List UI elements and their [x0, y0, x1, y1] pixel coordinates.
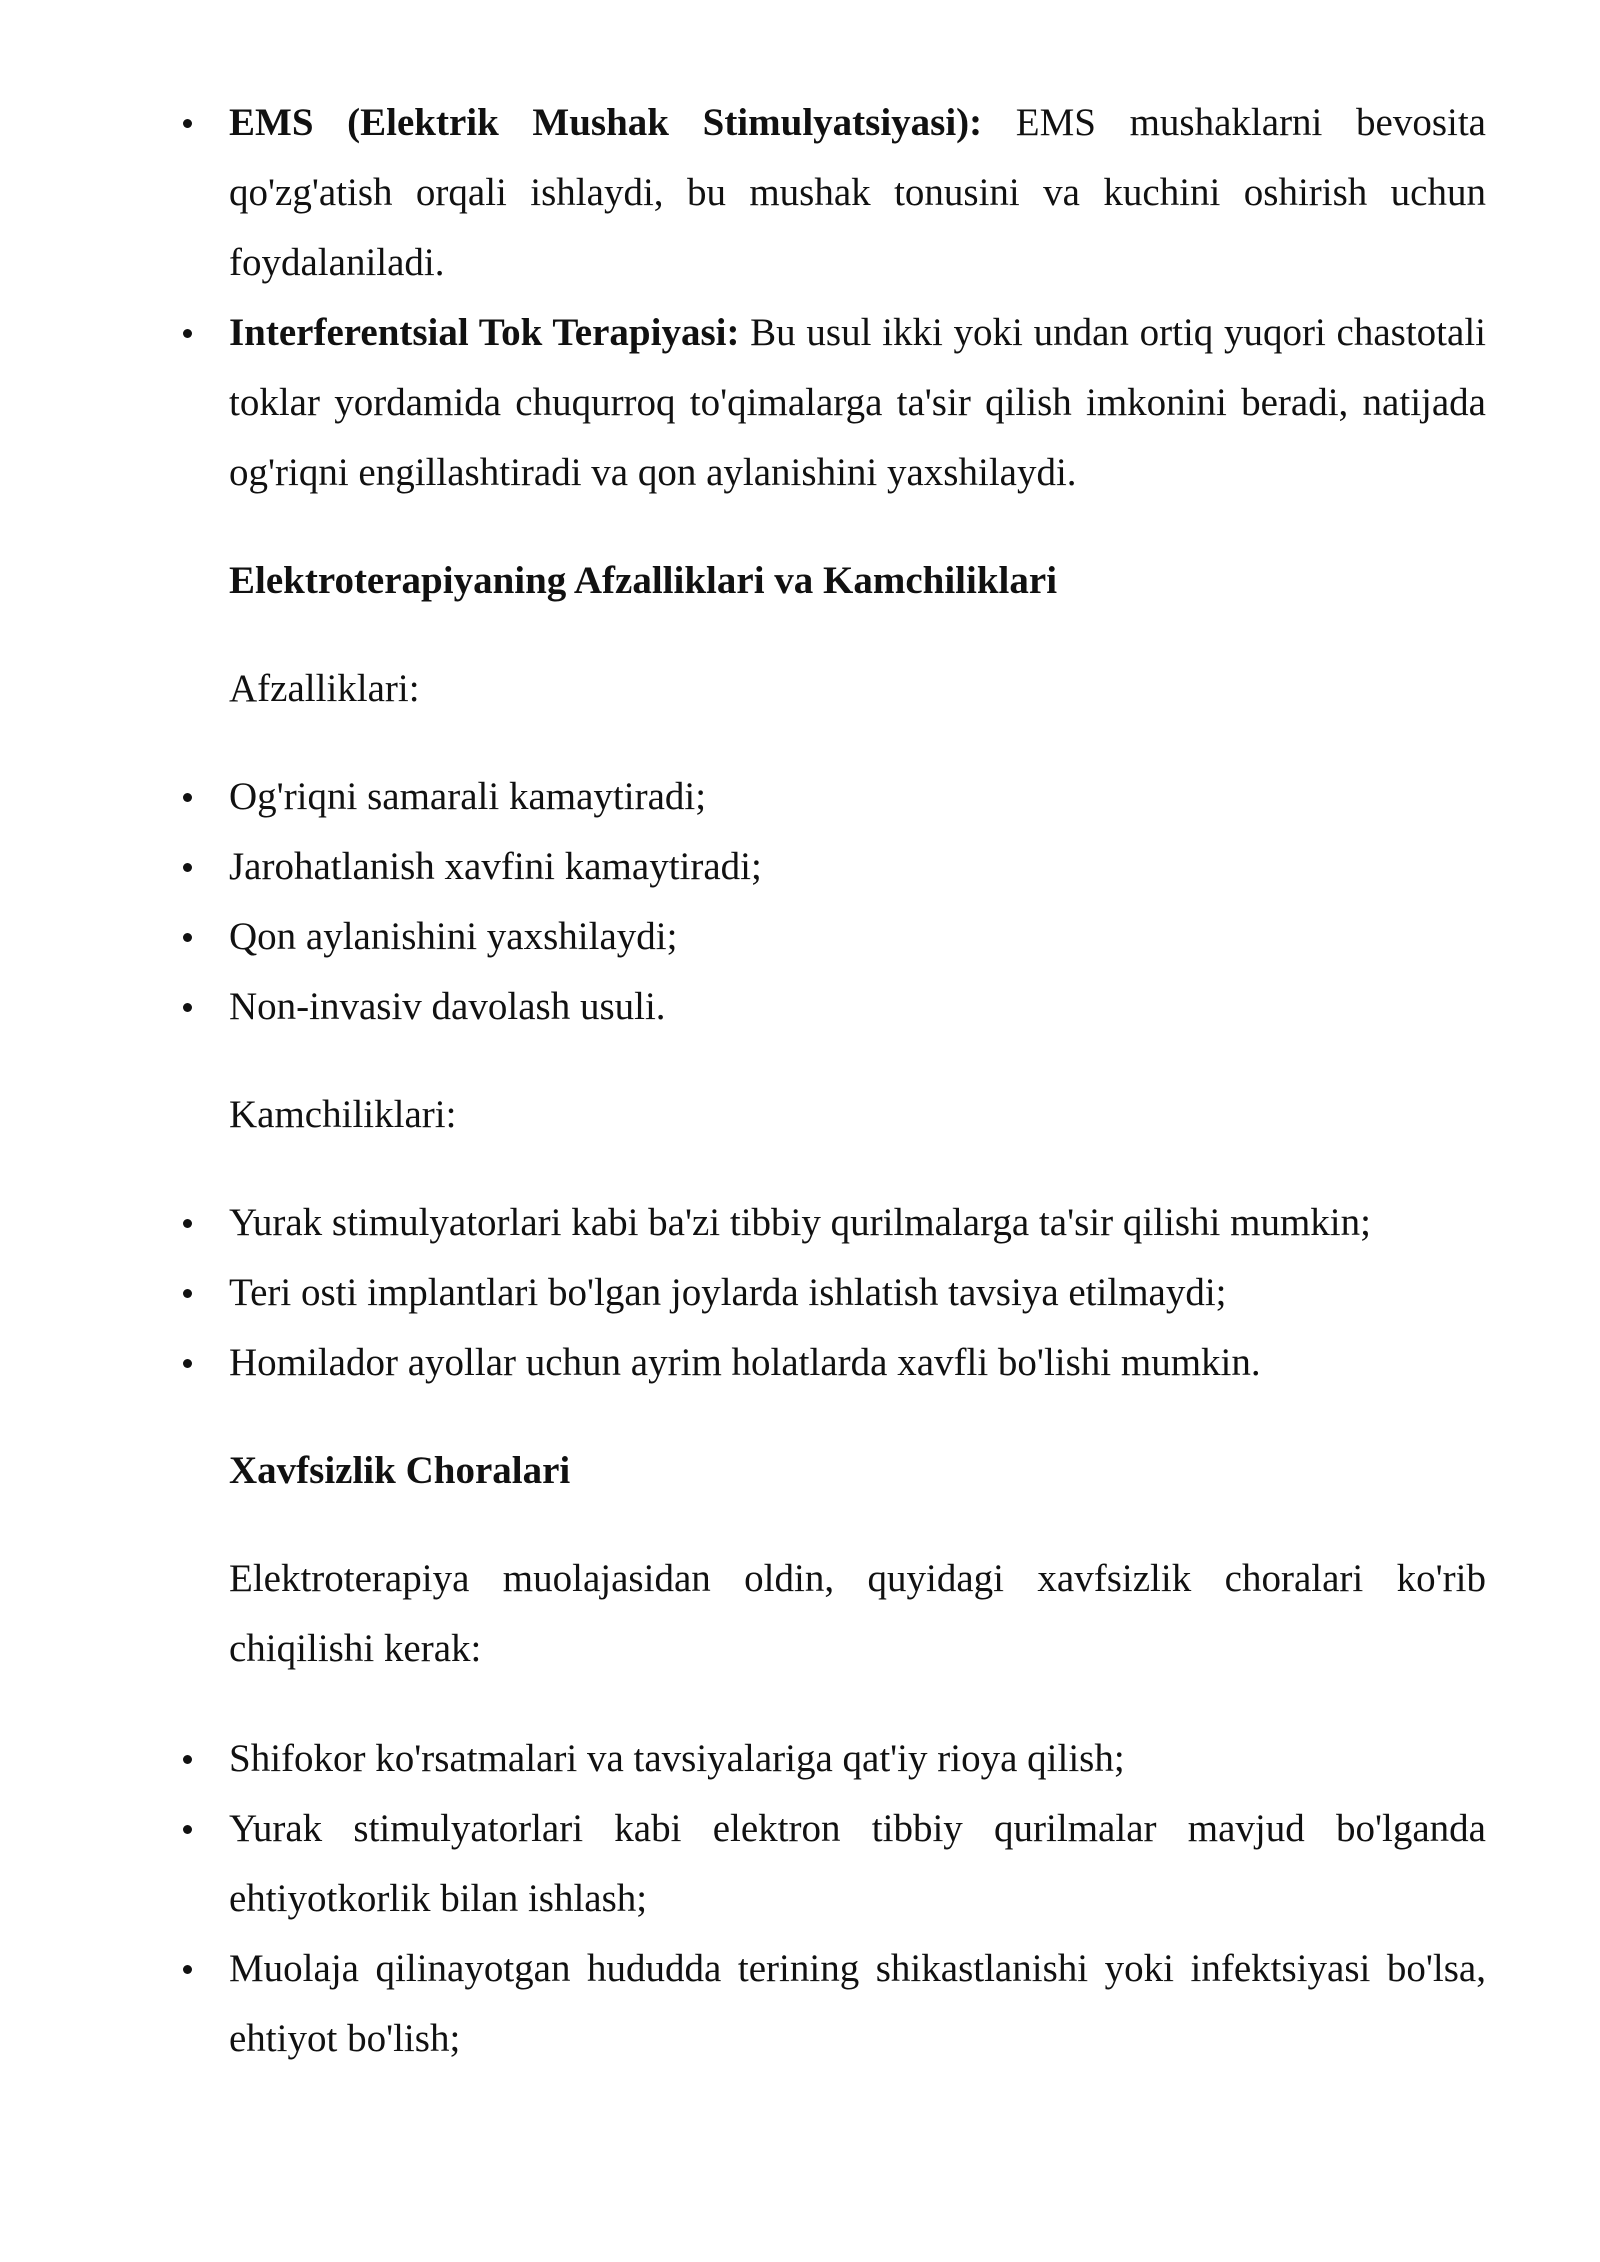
bullet-icon — [183, 1755, 192, 1764]
advantages-label: Afzalliklari: — [229, 667, 420, 710]
list-item-text: Og'riqni samarali kamaytiradi; — [229, 775, 707, 818]
list-item-text: Shifokor ko'rsatmalari va tavsiyalariga qat'iy rioya qilish; — [229, 1737, 1125, 1780]
list-item — [229, 762, 1486, 832]
bullet-icon — [183, 933, 192, 942]
bullet-icon — [183, 1965, 192, 1974]
list-item — [229, 1258, 1486, 1328]
list-item — [229, 1188, 1486, 1258]
list-item — [229, 88, 1486, 298]
list-item-text: EMS mushaklarni bevosita qo'zg'atish orqali ishlaydi, bu mushak tonusini va kuchini oshirish uchun foydalaniladi. — [229, 101, 1486, 284]
bullet-icon — [183, 793, 192, 802]
bullet-icon — [183, 329, 192, 338]
list-item-text: Qon aylanishini yaxshilaydi; — [229, 915, 678, 958]
list-item-text: Non-invasiv davolash usuli. — [229, 985, 666, 1028]
page-content — [229, 88, 1486, 2074]
therapy-types-list — [229, 88, 1486, 508]
list-item — [229, 1934, 1486, 2074]
section-heading-advantages-disadvantages: Elektroterapiyaning Afzalliklari va Kamchiliklari — [229, 559, 1058, 602]
bullet-icon — [183, 1289, 192, 1298]
list-item-text: Jarohatlanish xavfini kamaytiradi; — [229, 845, 762, 888]
bullet-icon — [183, 863, 192, 872]
bullet-icon — [183, 1003, 192, 1012]
bullet-icon — [183, 1825, 192, 1834]
list-item-text: Homilador ayollar uchun ayrim holatlarda xavfli bo'lishi mumkin. — [229, 1341, 1261, 1384]
advantages-list — [229, 762, 1486, 1042]
list-item-text: Teri osti implantlari bo'lgan joylarda ishlatish tavsiya etilmaydi; — [229, 1271, 1227, 1314]
list-item — [229, 972, 1486, 1042]
bullet-icon — [183, 119, 192, 128]
list-item — [229, 1794, 1486, 1934]
section-heading-safety-measures: Xavfsizlik Choralari — [229, 1449, 571, 1492]
list-item — [229, 902, 1486, 972]
bullet-icon — [183, 1359, 192, 1368]
list-item-text: Yurak stimulyatorlari kabi elektron tibbiy qurilmalar mavjud bo'lganda ehtiyotkorlik bilan ishlash; — [229, 1807, 1486, 1920]
list-item-text: Yurak stimulyatorlari kabi ba'zi tibbiy qurilmalarga ta'sir qilishi mumkin; — [229, 1201, 1371, 1244]
disadvantages-list — [229, 1188, 1486, 1398]
list-item — [229, 298, 1486, 508]
list-item-text: Muolaja qilinayotgan hududda terining shikastlanishi yoki infektsiyasi bo'lsa, ehtiyot bo'lish; — [229, 1947, 1486, 2060]
bullet-icon — [183, 1219, 192, 1228]
safety-intro-paragraph: Elektroterapiya muolajasidan oldin, quyidagi xavfsizlik choralari ko'rib chiqilishi kerak: — [229, 1557, 1486, 1670]
list-item-term: Interferentsial Tok Terapiyasi: — [229, 311, 740, 354]
safety-measures-list — [229, 1724, 1486, 2074]
list-item-term: EMS (Elektrik Mushak Stimulyatsiyasi): — [229, 101, 983, 144]
list-item — [229, 832, 1486, 902]
list-item-text: Bu usul ikki yoki undan ortiq yuqori chastotali toklar yordamida chuqurroq to'qimalarga ta'sir qilish imkonini beradi, natijada og'riqni engillashtiradi va qon aylanishini yaxshilaydi. — [229, 311, 1486, 494]
list-item — [229, 1328, 1486, 1398]
list-item — [229, 1724, 1486, 1794]
disadvantages-label: Kamchiliklari: — [229, 1093, 457, 1136]
